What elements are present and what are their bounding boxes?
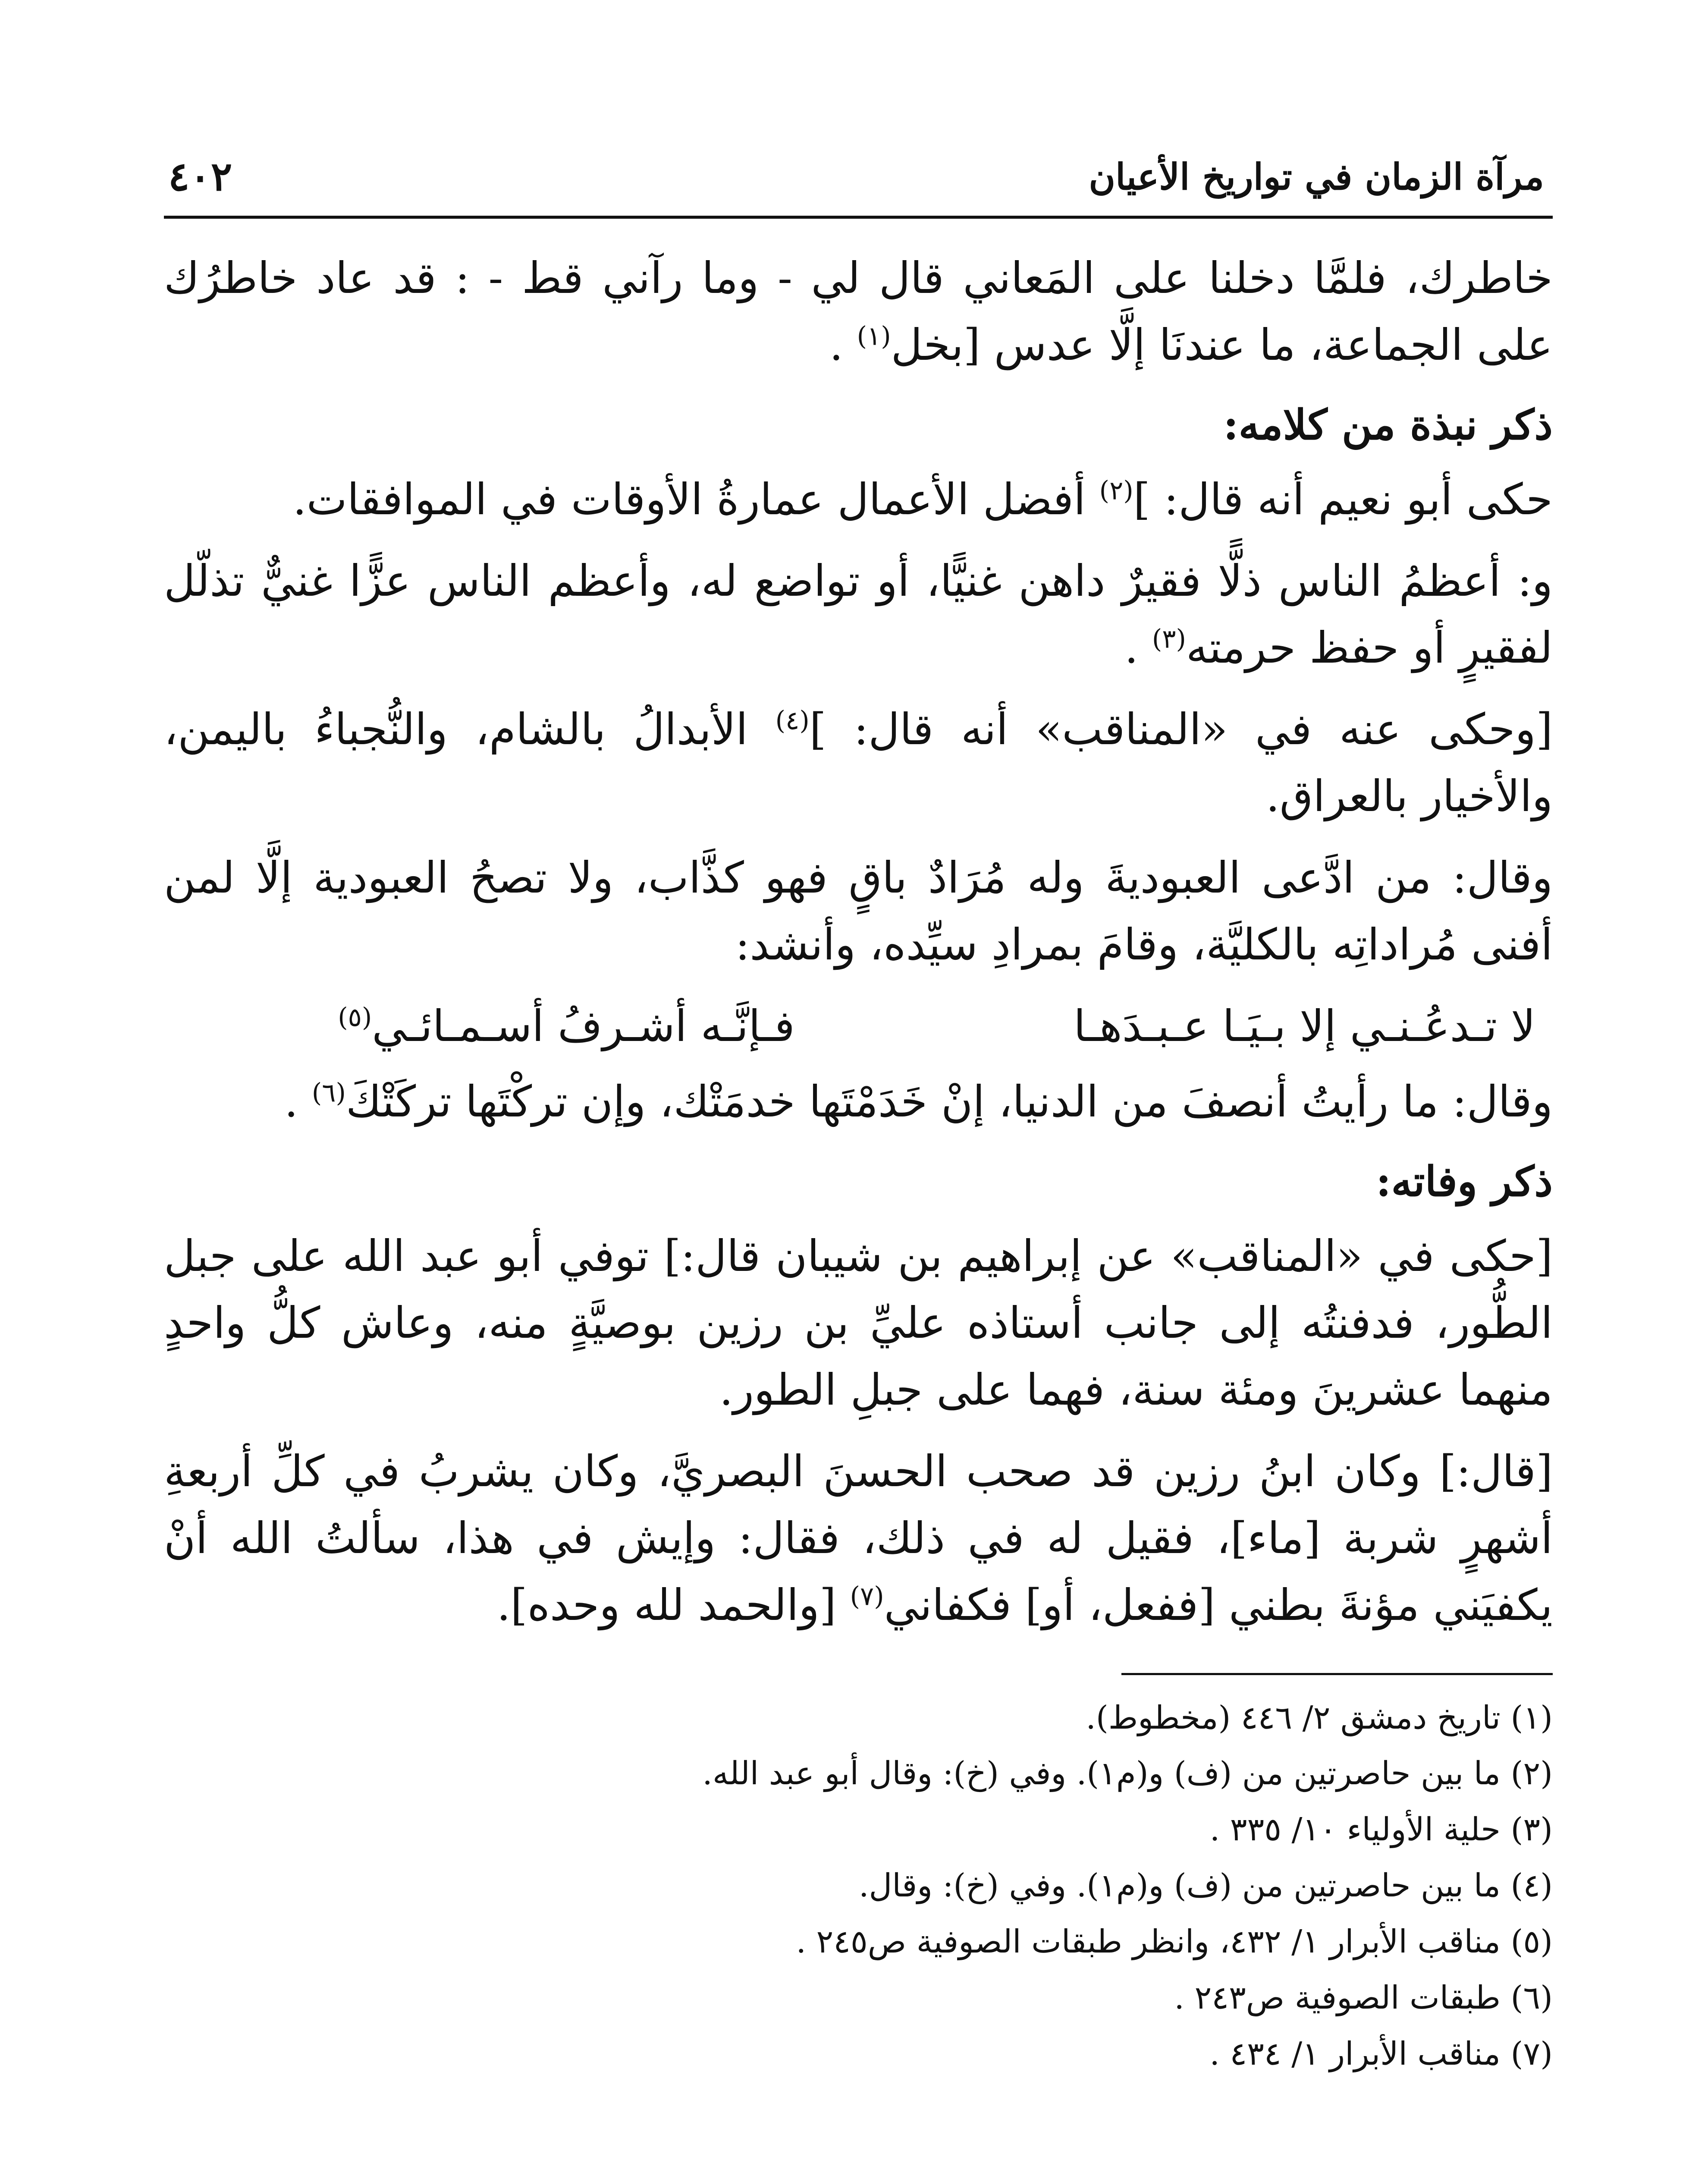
paragraph-6-end: . bbox=[284, 1076, 312, 1127]
paragraph-6-text: وقال: ما رأيتُ أنصفَ من الدنيا، إنْ خَدَمْتَها خدمَتْك، وإن تركْتَها تركَتْكَ bbox=[345, 1076, 1553, 1127]
paragraph-2-start: حكى أبو نعيم أنه قال: ] bbox=[1133, 474, 1553, 525]
paragraph-7: [حكى في «المناقب» عن إبراهيم بن شيبان قال:] توفي أبو عبد الله على جبل الطُّور، فدفنتُه إلى جانب أستاذه عليِّ بن رزين بوصيَّةٍ منه، وعاش كلُّ واحدٍ منهما عشرينَ ومئة سنة، فهما على جبلِ الطور. bbox=[164, 1230, 1553, 1415]
footnote-ref-4: (٤) bbox=[775, 705, 810, 736]
paragraph-1-text: خاطرك، فلمَّا دخلنا على المَعاني قال لي - وما رآني قط - : قد عاد خاطرُك على الجماعة، ما عندنَا إلَّا عدس [بخل bbox=[164, 253, 1553, 370]
paragraph-3 bbox=[164, 547, 1553, 681]
footnote-6: (٦) طبقات الصوفية ص٢٤٣ . bbox=[1174, 1979, 1553, 2016]
paragraph-8-end: [والحمد لله وحده]. bbox=[496, 1579, 850, 1630]
paragraph-5: وقال: من ادَّعى العبوديةَ وله مُرَادٌ باقٍ فهو كذَّاب، ولا تصحُ العبودية إلَّا لمن أفنى مُراداتِه بالكليَّة، وقامَ بمرادِ سيِّده، وأنشد: bbox=[164, 852, 1553, 970]
paragraph-1 bbox=[164, 245, 1553, 378]
footnote-7: (٧) مناقب الأبرار ١/ ٤٣٤ . bbox=[1209, 2035, 1553, 2072]
page-header bbox=[164, 129, 1553, 219]
footnote-4: (٤) ما بين حاصرتين من (ف) و(م١). وفي (خ): وقال. bbox=[858, 1867, 1553, 1905]
verse-second-text: فـإنَّـه أشـرفُ أسـمـائـي bbox=[372, 1000, 795, 1051]
verse-first-hemistich: لا تـدعُـنـي إلا بـيَـا عـبـدَهـا bbox=[1074, 1000, 1535, 1051]
footnote-ref-3: (٣) bbox=[1152, 624, 1186, 654]
footnote-ref-5: (٥) bbox=[338, 1002, 372, 1033]
section-heading-sayings: ذكر نبذة من كلامه: bbox=[1223, 400, 1553, 449]
paragraph-8 bbox=[164, 1438, 1553, 1638]
paragraph-3-text: و: أعظمُ الناس ذلًّا فقيرٌ داهن غنيًّا، أو تواضع له، وأعظم الناس عزًّا غنيٌّ تذلّل لفقيرٍ أو حفظ حرمته bbox=[164, 555, 1553, 673]
section-heading-death: ذكر وفاته: bbox=[1376, 1157, 1553, 1206]
paragraph-4-start: [وحكى عنه في «المناقب» أنه قال: ] bbox=[809, 704, 1553, 755]
footnote-separator bbox=[1121, 1673, 1553, 1675]
running-title: مرآة الزمان في تواريخ الأعيان bbox=[1089, 155, 1544, 198]
paragraph-4 bbox=[164, 696, 1553, 830]
paragraph-4-end: الأبدالُ بالشام، والنُّجباءُ باليمن، والأخيار بالعراق. bbox=[164, 704, 1553, 821]
book-page bbox=[164, 129, 1553, 2157]
paragraph-2-end: أفضل الأعمال عمارةُ الأوقات في الموافقات. bbox=[292, 474, 1099, 525]
footnote-ref-6: (٦) bbox=[311, 1078, 346, 1108]
main-text bbox=[164, 245, 1553, 1638]
footnotes bbox=[164, 1692, 1553, 2080]
paragraph-2 bbox=[164, 466, 1553, 533]
footnote-ref-7: (٧) bbox=[850, 1581, 884, 1612]
paragraph-6 bbox=[164, 1068, 1553, 1135]
paragraph-1-end: . bbox=[829, 320, 857, 370]
footnote-ref-1: (١) bbox=[857, 321, 891, 352]
footnote-1: (١) تاريخ دمشق ٢/ ٤٤٦ (مخطوط). bbox=[1086, 1699, 1553, 1736]
page-number: ٤٠٢ bbox=[168, 153, 232, 200]
footnote-5: (٥) مناقب الأبرار ١/ ٤٣٢، وانظر طبقات الصوفية ص٢٤٥ . bbox=[796, 1923, 1553, 1961]
footnote-ref-2: (٢) bbox=[1099, 475, 1133, 506]
paragraph-8-text: [قال:] وكان ابنُ رزين قد صحب الحسنَ البصريَّ، وكان يشربُ في كلِّ أربعةِ أشهرٍ شربة [ماء]، فقيل له في ذلك، فقال: وإيش في هذا، سألتُ الله أنْ يكفيَني مؤنةَ بطني [ففعل، أو] فكفاني bbox=[164, 1446, 1553, 1630]
poetry-verse bbox=[164, 993, 1535, 1060]
footnote-3: (٣) حلية الأولياء ١٠/ ٣٣٥ . bbox=[1209, 1811, 1553, 1849]
footnote-2: (٢) ما بين حاصرتين من (ف) و(م١). وفي (خ): وقال أبو عبد الله. bbox=[702, 1755, 1553, 1792]
verse-second-hemistich bbox=[164, 993, 795, 1060]
paragraph-3-end: . bbox=[1124, 622, 1152, 673]
